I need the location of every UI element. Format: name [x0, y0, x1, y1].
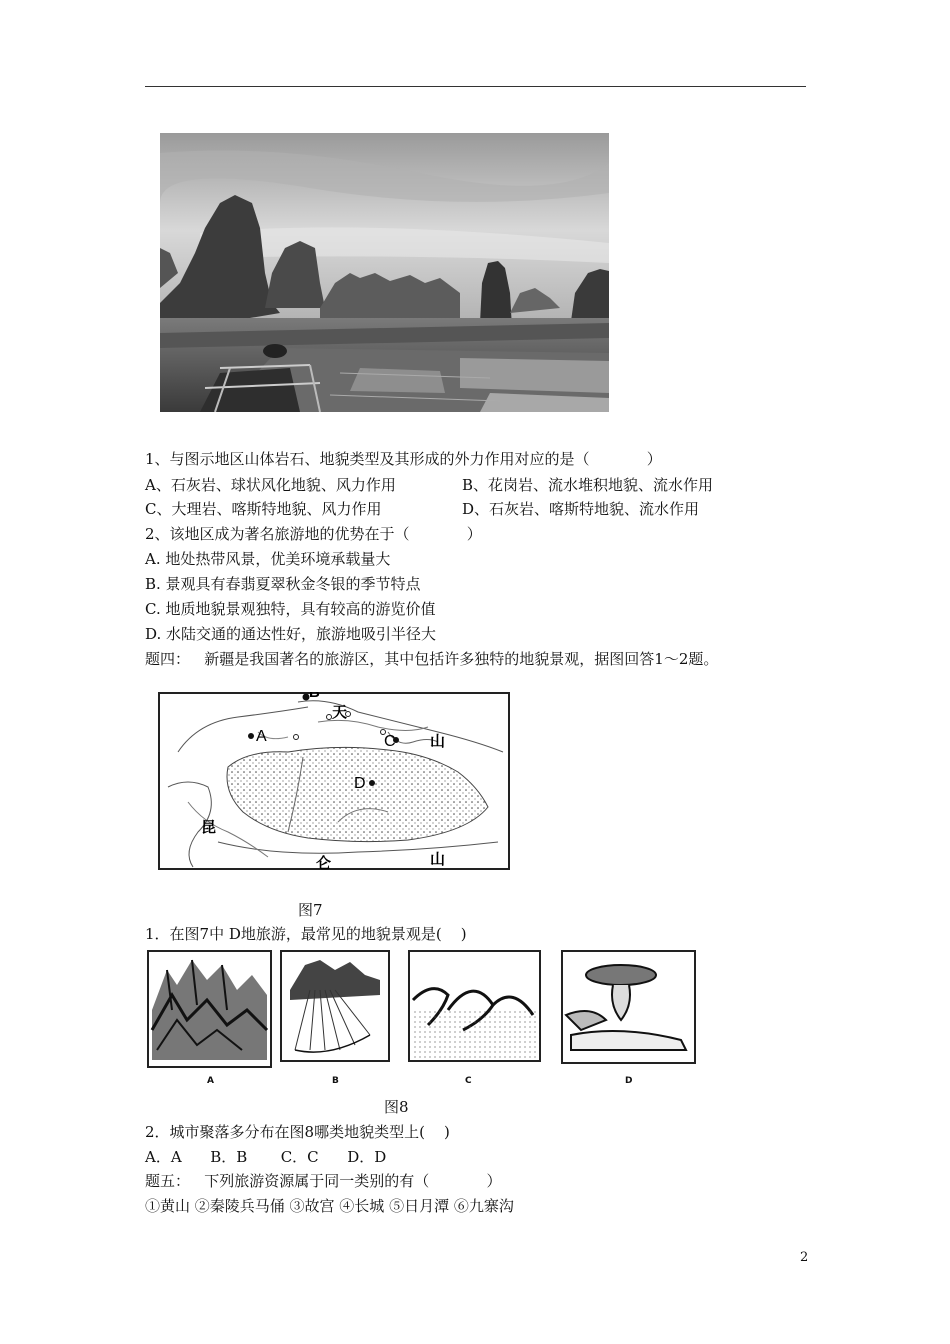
q1-option-a: A、石灰岩、球状风化地貌、风力作用 — [145, 476, 396, 494]
q1-option-c: C、大理岩、喀斯特地貌、风力作用 — [145, 500, 382, 518]
landform-sketch-b — [280, 950, 390, 1066]
map-label-c: C — [384, 733, 396, 750]
map-label-shan-north: 山 — [430, 732, 446, 750]
question-2: 2、该地区成为著名旅游地的优势在于（ ） — [145, 525, 482, 543]
fig8-label-b: B — [332, 1076, 339, 1086]
map-label-b: B — [309, 692, 320, 701]
map-label-a: A — [256, 728, 267, 745]
q2-option-a: A. 地处热带风景，优美环境承载量大 — [145, 550, 391, 568]
topic-4-question-2: 2．城市聚落多分布在图8哪类地貌类型上( ) — [145, 1123, 450, 1141]
page-number: 2 — [800, 1250, 809, 1265]
karst-landscape-photo — [160, 133, 609, 412]
map-label-kun: 昆 — [201, 818, 217, 836]
topic-4-question-2-options: A．A B．B C．C D．D — [145, 1148, 387, 1166]
question-1: 1、与图示地区山体岩石、地貌类型及其形成的外力作用对应的是（ ） — [145, 450, 662, 468]
landform-sketch-d — [561, 950, 696, 1068]
map-label-tian: 天 — [332, 703, 348, 721]
map-label-lun: 仑 — [316, 854, 332, 870]
landform-sketch-c — [408, 950, 541, 1066]
map-label-d: D — [354, 775, 366, 792]
fig8-label-c: C — [465, 1076, 472, 1086]
fig8-label-d: D — [625, 1076, 633, 1086]
q1-option-b: B、花岗岩、流水堆积地貌、流水作用 — [462, 476, 714, 494]
topic-4-question-1: 1．在图7中 D地旅游，最常见的地貌景观是( ) — [145, 925, 467, 943]
figure-8-caption: 图8 — [384, 1098, 409, 1116]
q2-option-d: D. 水陆交通的通达性好，旅游地吸引半径大 — [145, 625, 437, 643]
q1-option-d: D、石灰岩、喀斯特地貌、流水作用 — [462, 500, 700, 518]
landform-sketch-a — [147, 950, 272, 1072]
header-rule — [145, 86, 806, 87]
figure-7-caption: 图7 — [298, 901, 323, 919]
topic-5-intro: 题五： 下列旅游资源属于同一类别的有（ ） — [145, 1172, 502, 1190]
q2-option-b: B. 景观具有春翡夏翠秋金冬银的季节特点 — [145, 575, 421, 593]
topic-4-intro: 题四： 新疆是我国著名的旅游区，其中包括许多独特的地貌景观，据图回答1～2题。 — [145, 650, 719, 668]
fig8-label-a: A — [207, 1076, 214, 1086]
xinjiang-map — [158, 692, 510, 870]
q2-option-c: C. 地质地貌景观独特，具有较高的游览价值 — [145, 600, 436, 618]
topic-5-items: ①黄山 ②秦陵兵马俑 ③故宫 ④长城 ⑤日月潭 ⑥九寨沟 — [145, 1197, 514, 1215]
map-label-shan-south: 山 — [430, 850, 446, 868]
